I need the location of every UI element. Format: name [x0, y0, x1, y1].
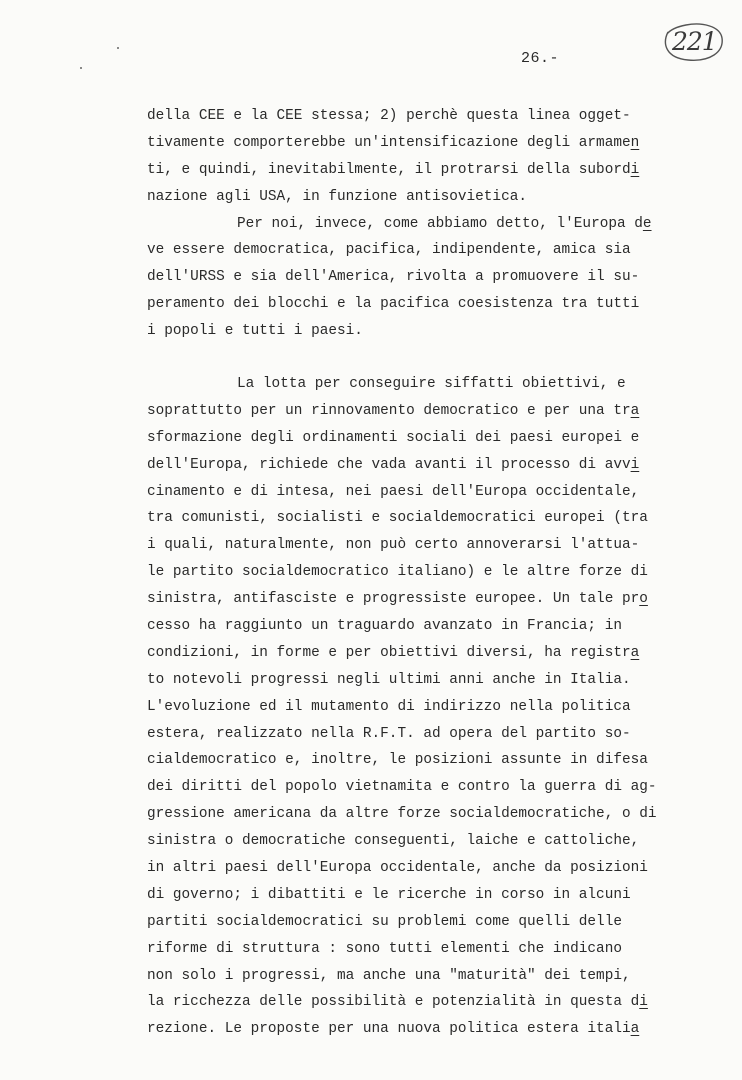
text-line: estera, realizzato nella R.F.T. ad opera del partito so- [147, 725, 631, 742]
text-line: gressione americana da altre forze socialdemocratiche, o di [147, 806, 657, 823]
text-line: di governo; i dibattiti e le ricerche in corso in alcuni [147, 886, 631, 903]
paragraph-2 [147, 371, 679, 1043]
text-line: ti, e quindi, inevitabilmente, il protrarsi della subordi [147, 161, 640, 178]
text-line: tivamente comporterebbe un'intensificazione degli armamen [147, 134, 640, 151]
scan-speck-mark [117, 47, 119, 49]
text-line: L'evoluzione ed il mutamento di indirizzo nella politica [147, 698, 631, 715]
archive-stamp [658, 22, 728, 64]
text-line: nazione agli USA, in funzione antisovietica. [147, 188, 527, 205]
text-line: to notevoli progressi negli ultimi anni anche in Italia. [147, 671, 631, 688]
text-line: sinistra o democratiche conseguenti, laiche e cattoliche, [147, 833, 640, 850]
text-line: della CEE e la CEE stessa; 2) perchè questa linea ogget- [147, 108, 631, 124]
text-line: cialdemocratico e, inoltre, le posizioni assunte in difesa [147, 752, 648, 769]
paragraph-1 [147, 103, 679, 345]
text-line: rezione. Le proposte per una nuova politica estera italia [147, 1021, 640, 1038]
text-line: La lotta per conseguire siffatti obiettivi, e [237, 376, 626, 392]
text-line: partiti socialdemocratici su problemi come quelli delle [147, 913, 622, 930]
text-line: sformazione degli ordinamenti sociali dei paesi europei e [147, 429, 640, 446]
text-line: dei diritti del popolo vietnamita e contro la guerra di ag- [147, 779, 657, 796]
text-line: tra comunisti, socialisti e socialdemocratici europei (tra [147, 510, 648, 527]
text-line: cinamento e di intesa, nei paesi dell'Europa occidentale, [147, 483, 640, 500]
text-line: in altri paesi dell'Europa occidentale, anche da posizioni [147, 860, 648, 877]
text-line: peramento dei blocchi e la pacifica coesistenza tra tutti [147, 296, 640, 313]
text-line: condizioni, in forme e per obiettivi diversi, ha registra [147, 644, 640, 661]
text-line: cesso ha raggiunto un traguardo avanzato in Francia; in [147, 618, 622, 635]
text-line: riforme di struttura : sono tutti elementi che indicano [147, 940, 622, 957]
text-line: sinistra, antifasciste e progressiste europee. Un tale pro [147, 591, 648, 608]
text-line: la ricchezza delle possibilità e potenzialità in questa di [147, 994, 648, 1011]
scan-speck-mark [80, 67, 82, 69]
text-line: le partito socialdemocratico italiano) e le altre forze di [147, 564, 648, 581]
text-line: non solo i progressi, ma anche una "maturità" dei tempi, [147, 967, 631, 984]
text-line: i popoli e tutti i paesi. [147, 323, 363, 340]
text-line: i quali, naturalmente, non può certo annoverarsi l'attua- [147, 537, 640, 554]
text-line: soprattutto per un rinnovamento democratico e per una tra [147, 402, 640, 419]
text-line: Per noi, invece, come abbiamo detto, l'Europa de [237, 215, 652, 232]
page-number: 26.- [521, 50, 560, 67]
archive-stamp-number: 221 [672, 27, 717, 56]
text-line: dell'URSS e sia dell'America, rivolta a promuovere il su- [147, 269, 640, 286]
text-line: ve essere democratica, pacifica, indipendente, amica sia [147, 242, 631, 259]
text-line: dell'Europa, richiede che vada avanti il processo di avvi [147, 456, 640, 473]
